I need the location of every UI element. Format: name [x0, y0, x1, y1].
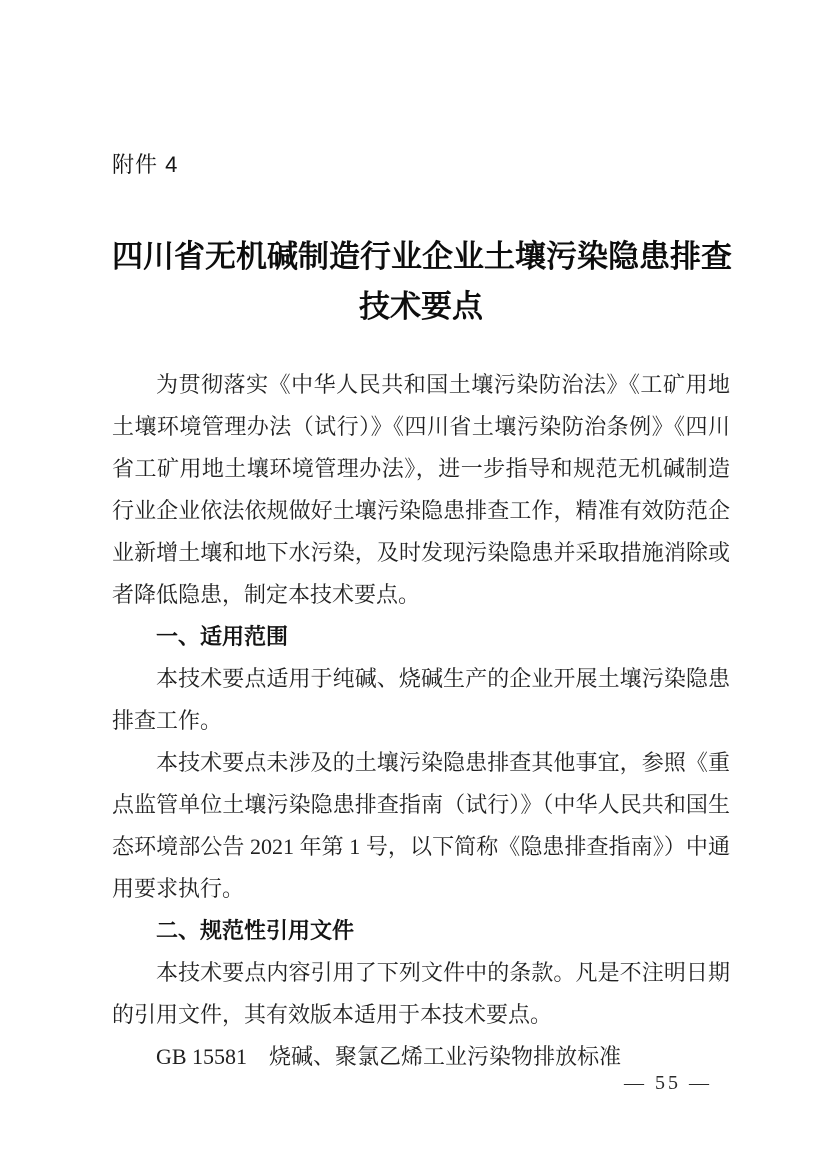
page-number: — 55 —	[624, 1072, 712, 1094]
document-title-line-1: 四川省无机碱制造行业企业土壤污染隐患排查	[112, 239, 732, 275]
gb-standard-reference: GB 15581 烧碱、聚氯乙烯工业污染物排放标准	[156, 1044, 622, 1069]
section-2-heading: 二、规范性引用文件	[156, 918, 355, 943]
section-1-paragraph-2: 本技术要点未涉及的土壤污染隐患排查其他事宜，参照《重点监管单位土壤污染隐患排查指南（试行）》（中华人民共和国生态环境部公告 2021 年第 1 号，以下简称《隐患排查指南》）中通用要求执行。	[112, 750, 730, 901]
section-2-paragraph-1: 本技术要点内容引用了下列文件中的条款。凡是不注明日期的引用文件，其有效版本适用于本技术要点。	[112, 960, 730, 1027]
attachment-label: 附件 4	[112, 152, 179, 177]
document-content	[112, 0, 730, 1078]
document-title	[112, 232, 730, 332]
section-1-heading: 一、适用范围	[156, 624, 289, 649]
intro-paragraph: 为贯彻落实《中华人民共和国土壤污染防治法》《工矿用地土壤环境管理办法（试行）》《四川省土壤污染防治条例》《四川省工矿用地土壤环境管理办法》，进一步指导和规范无机碱制造行业企业依法依规做好土壤污染隐患排查工作，精准有效防范企业新增土壤和地下水污染，及时发现污染隐患并采取措施消除或者降低隐患，制定本技术要点。	[112, 372, 730, 607]
document-title-line-2: 技术要点	[359, 289, 483, 325]
section-1-paragraph-1: 本技术要点适用于纯碱、烧碱生产的企业开展土壤污染隐患排查工作。	[112, 666, 730, 733]
document-body	[112, 364, 730, 1078]
